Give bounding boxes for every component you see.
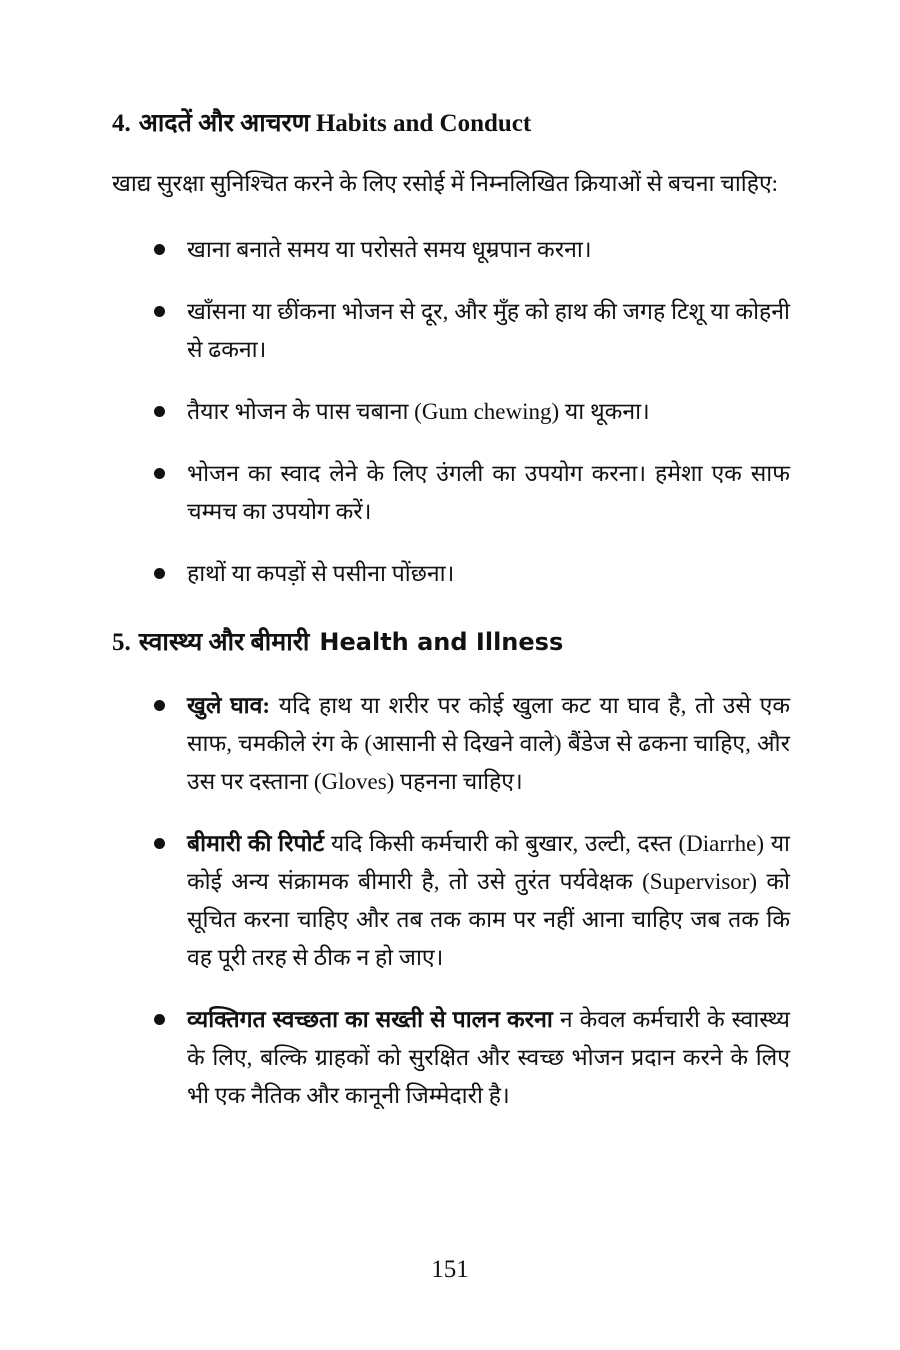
section4-number: 4. [112,110,131,137]
section5-heading [112,627,790,658]
bullet-text: यदि हाथ या शरीर पर कोई खुला कट या घाव है, तो उसे एक साफ, चमकीले रंग के (आसानी से दिखने वाले) बैंडेज से ढकना चाहिए, और उस पर दस्ताना (Gloves) पहनना चाहिए। [187,692,790,794]
bullet-text: खाना बनाते समय या परोसते समय धूम्रपान करना। [187,237,592,263]
list-item [112,687,790,801]
section4-heading [112,108,790,139]
list-item [112,231,790,269]
bullet-lead-bold: व्यक्तिगत स्वच्छता का सख्ती से पालन करना [187,1006,553,1032]
bullet-dot-icon [154,306,165,317]
bullet-text: खाँसना या छींकना भोजन से दूर, और मुँह को हाथ की जगह टिशू या कोहनी से ढकना। [187,299,790,363]
section4-title-english: Habits and Conduct [315,110,532,137]
page-number: 151 [431,1256,469,1283]
list-item [112,825,790,977]
section5-title-hindi: स्वास्थ्य और बीमारी [138,629,310,657]
list-item [112,393,790,431]
section4-title-hindi: आदतें और आचरण [138,110,310,137]
bullet-dot-icon [154,838,165,849]
bullet-lead-bold: खुले घाव: [187,692,271,718]
section5-number: 5. [112,629,131,657]
bullet-lead-bold: बीमारी की रिपोर्ट [187,830,325,856]
section5-title-english: Health and Illness [319,628,564,657]
bullet-dot-icon [154,406,165,417]
bullet-dot-icon [154,244,165,255]
bullet-text: यदि किसी कर्मचारी को बुखार, उल्टी, दस्त (Diarrhe) या कोई अन्य संक्रामक बीमारी है, तो उसे तुरंत पर्यवेक्षक (Supervisor) को सूचित करना चाहिए और तब तक काम पर नहीं आना चाहिए जब तक कि वह पूरी तरह से ठीक न हो जाए। [187,830,791,970]
section4-bullet-list [112,231,790,593]
bullet-text: भोजन का स्वाद लेने के लिए उंगली का उपयोग करना। हमेशा एक साफ चम्मच का उपयोग करें। [187,461,790,525]
list-item [112,293,790,369]
bullet-text: तैयार भोजन के पास चबाना (Gum chewing) या थूकना। [187,399,650,425]
bullet-text: न केवल कर्मचारी के स्वास्थ्य के लिए, बल्कि ग्राहकों को सुरक्षित और स्वच्छ भोजन प्रदान करने के लिए भी एक नैतिक और कानूनी जिम्मेदारी है। [187,1006,790,1108]
list-item [112,455,790,531]
list-item [112,555,790,593]
bullet-dot-icon [154,468,165,479]
section5-bullet-list [112,687,790,1115]
bullet-dot-icon [154,700,165,711]
bullet-dot-icon [154,1014,165,1025]
section4-intro-paragraph: खाद्य सुरक्षा सुनिश्चित करने के लिए रसोई में निम्नलिखित क्रियाओं से बचना चाहिए: [112,171,779,197]
bullet-dot-icon [154,568,165,579]
list-item [112,1001,790,1115]
bullet-text: हाथों या कपड़ों से पसीना पोंछना। [187,561,455,587]
